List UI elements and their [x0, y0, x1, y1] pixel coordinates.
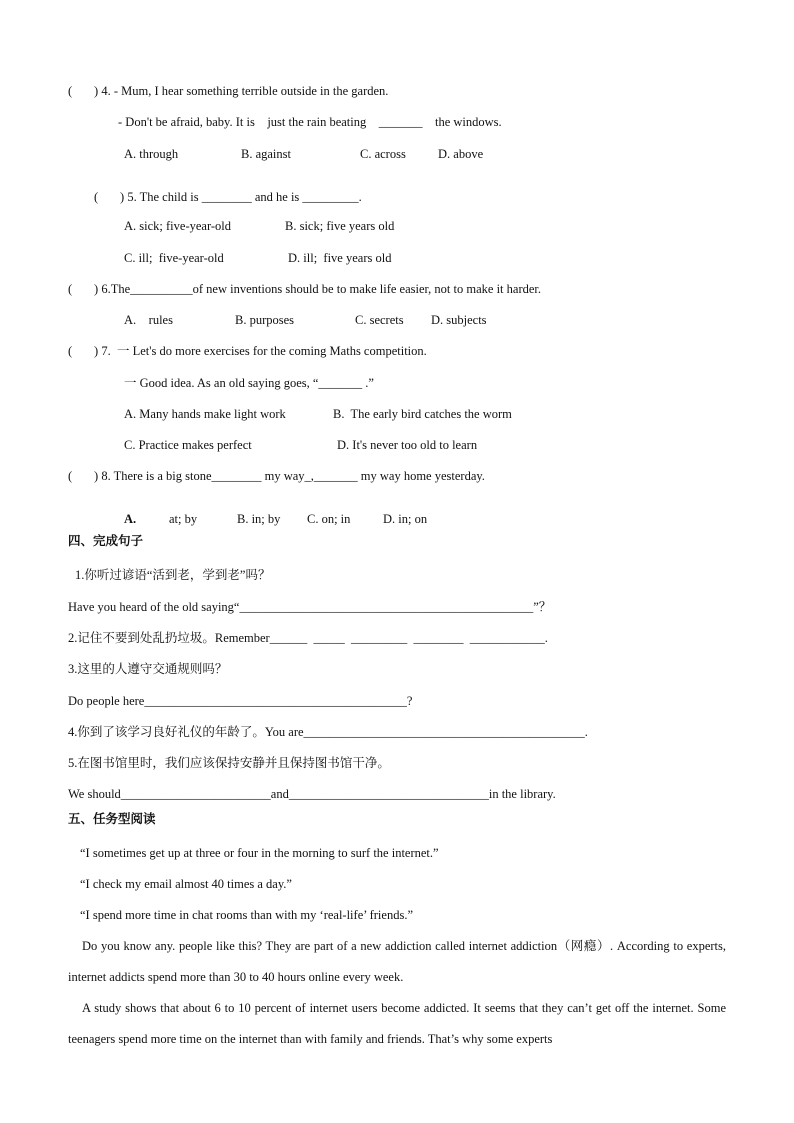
question-4-reply: - Don't be afraid, baby. It is just the rain beating _______ the windows.: [118, 115, 502, 129]
question-8-option-b: B. in; by: [237, 512, 281, 526]
quote-2: “I check my email almost 40 times a day.”: [80, 877, 292, 891]
sentence-1-english: Have you heard of the old saying“_______________________________________________”？: [68, 600, 552, 614]
question-5-option-d: D. ill; five years old: [288, 251, 392, 265]
section-4-heading: 四、完成句子: [68, 533, 144, 548]
question-6-option-a: A. rules: [124, 313, 173, 327]
reading-paragraph-1: Do you know any. people like this? They are part of a new addiction called internet addiction（网瘾）. According to experts, internet addicts spend more than 30 to 40 hours online every week.: [68, 939, 726, 984]
question-5-option-a: A. sick; five-year-old: [124, 219, 232, 233]
quote-1: “I sometimes get up at three or four in the morning to surf the internet.”: [80, 846, 439, 860]
question-5-stem: ( ) 5. The child is ________ and he is _________.: [94, 190, 362, 204]
sentence-1-chinese: 1.你听过谚语“活到老，学到老”吗？: [75, 568, 271, 582]
question-8-option-d: D. in; on: [383, 512, 428, 526]
question-7-stem: ( ) 7. 一 Let's do more exercises for the coming Maths competition.: [68, 344, 427, 358]
question-6-option-d: D. subjects: [431, 313, 487, 327]
question-8-option-a-letter: A.: [124, 512, 137, 526]
question-6-option-b: B. purposes: [235, 313, 295, 327]
question-7-option-c: C. Practice makes perfect: [124, 438, 252, 452]
sentence-3-english: Do people here__________________________________________?: [68, 694, 413, 708]
question-4-option-d: D. above: [438, 147, 484, 161]
question-7-option-b: B. The early bird catches the worm: [333, 407, 512, 421]
question-7-option-d: D. It's never too old to learn: [337, 438, 478, 452]
question-7-reply: 一 Good idea. As an old saying goes, “_______ .”: [124, 376, 374, 390]
reading-paragraph-2: A study shows that about 6 to 10 percent of internet users become addicted. It seems that they can’t get off the internet. Some teenagers spend more time on the internet than with family and friends. That’s why some experts: [68, 1001, 726, 1046]
section-5-heading: 五、任务型阅读: [68, 811, 156, 826]
question-4-stem: ( ) 4. - Mum, I hear something terrible outside in the garden.: [68, 84, 389, 98]
question-5-option-b: B. sick; five years old: [285, 219, 395, 233]
question-8-option-c: C. on; in: [307, 512, 351, 526]
quote-3: “I spend more time in chat rooms than with my ‘real-life’ friends.”: [80, 908, 413, 922]
sentence-5-chinese: 5.在图书馆里时，我们应该保持安静并且保持图书馆干净。: [68, 756, 390, 770]
sentence-3-chinese: 3.这里的人遵守交通规则吗？: [68, 662, 228, 676]
question-4-option-b: B. against: [241, 147, 291, 161]
question-8-stem: ( ) 8. There is a big stone________ my way_,_______ my way home yesterday.: [68, 469, 485, 483]
question-6-option-c: C. secrets: [355, 313, 404, 327]
sentence-5-english: We should________________________and________________________________in the library.: [68, 787, 556, 801]
sentence-4: 4.你到了该学习良好礼仪的年龄了。You are_____________________________________________.: [68, 725, 588, 739]
question-8-option-a: at; by: [169, 512, 198, 526]
sentence-2: 2.记住不要到处乱扔垃圾。Remember______ _____ _________ ________ ____________.: [68, 631, 548, 645]
question-4-option-a: A. through: [124, 147, 179, 161]
question-5-option-c: C. ill; five-year-old: [124, 251, 224, 265]
question-7-option-a: A. Many hands make light work: [124, 407, 286, 421]
question-6-stem: ( ) 6.The__________of new inventions should be to make life easier, not to make it harder.: [68, 282, 541, 296]
question-4-option-c: C. across: [360, 147, 406, 161]
